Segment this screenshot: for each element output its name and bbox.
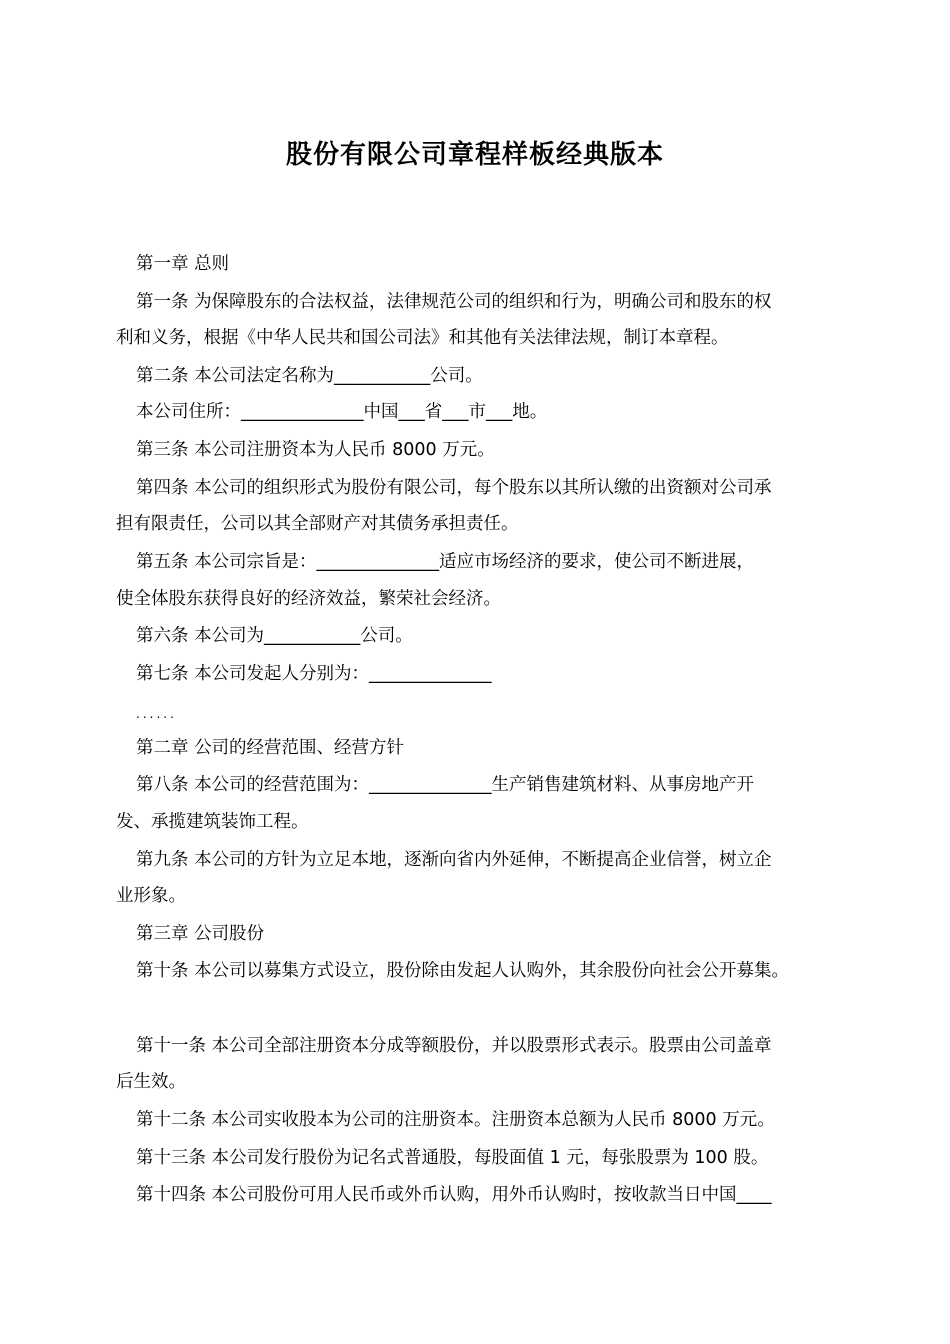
article-8-line-1: 第八条 本公司的经营范围为：______________生产销售建筑材料、从事房地产开	[136, 775, 755, 795]
article-10: 第十条 本公司以募集方式设立，股份除由发起人认购外，其余股份向社会公开募集。	[136, 961, 790, 981]
document-title: 股份有限公司章程样板经典版本	[285, 140, 664, 170]
ellipsis: ......	[136, 707, 177, 721]
article-9-line-1: 第九条 本公司的方针为立足本地，逐渐向省内外延伸，不断提高企业信誉，树立企	[136, 850, 772, 870]
article-13: 第十三条 本公司发行股份为记名式普通股，每股面值 1 元，每张股票为 100 股。	[136, 1148, 769, 1168]
article-6: 第六条 本公司为___________公司。	[136, 626, 413, 646]
article-3: 第三条 本公司注册资本为人民币 8000 万元。	[136, 440, 495, 460]
article-4-line-2: 担有限责任，公司以其全部财产对其债务承担责任。	[116, 514, 519, 534]
article-14: 第十四条 本公司股份可用人民币或外币认购，用外币认购时，按收款当日中国____	[136, 1185, 772, 1205]
article-11-line-2: 后生效。	[116, 1072, 186, 1092]
chapter-2-heading: 第二章 公司的经营范围、经营方针	[136, 738, 405, 758]
article-7: 第七条 本公司发起人分别为：______________	[136, 664, 492, 684]
article-9-line-2: 业形象。	[116, 886, 186, 906]
article-2: 第二条 本公司法定名称为___________公司。	[136, 366, 483, 386]
article-11-line-1: 第十一条 本公司全部注册资本分成等额股份，并以股票形式表示。股票由公司盖章	[136, 1036, 772, 1056]
article-5-line-1: 第五条 本公司宗旨是：______________适应市场经济的要求，使公司不断进展，	[136, 552, 755, 572]
company-address: 本公司住所：______________中国___省___市___地。	[136, 402, 548, 422]
article-4-line-1: 第四条 本公司的组织形式为股份有限公司，每个股东以其所认缴的出资额对公司承	[136, 478, 772, 498]
article-5-line-2: 使全体股东获得良好的经济效益，繁荣社会经济。	[116, 589, 501, 609]
article-1-line-2: 利和义务，根据《中华人民共和国公司法》和其他有关法律法规，制订本章程。	[116, 328, 729, 348]
article-8-line-2: 发、承揽建筑装饰工程。	[116, 812, 309, 832]
article-12: 第十二条 本公司实收股本为公司的注册资本。注册资本总额为人民币 8000 万元。	[136, 1110, 775, 1130]
chapter-1-heading: 第一章 总则	[136, 254, 230, 274]
article-1-line-1: 第一条 为保障股东的合法权益，法律规范公司的组织和行为，明确公司和股东的权	[136, 292, 772, 312]
chapter-3-heading: 第三章 公司股份	[136, 924, 265, 944]
